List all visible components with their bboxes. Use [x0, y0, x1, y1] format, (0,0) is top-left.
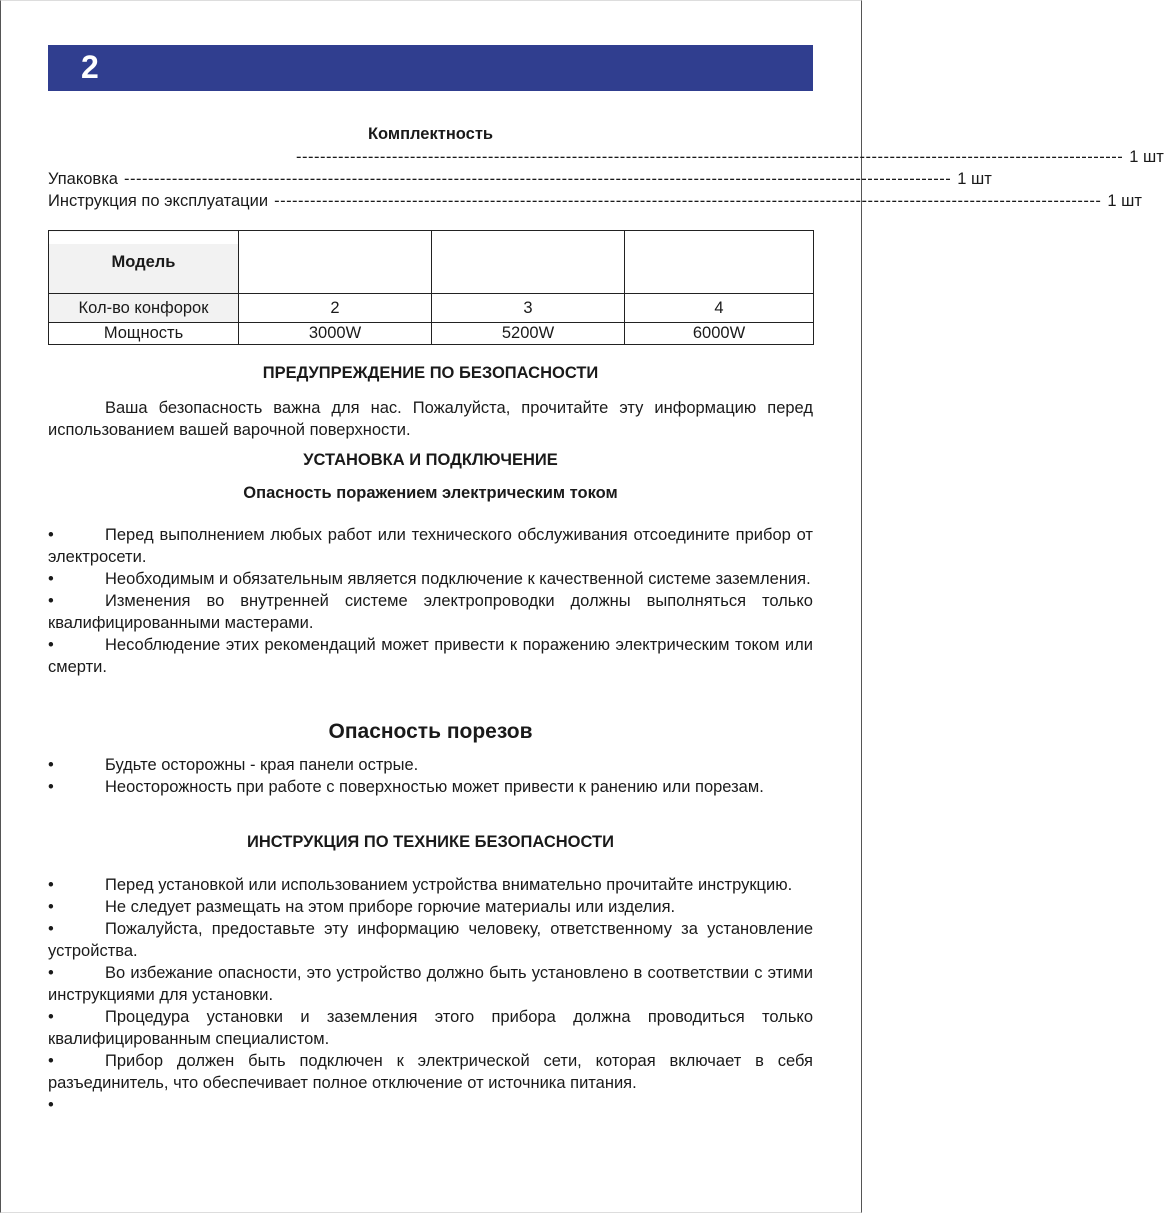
- table-cell: Кол-во конфорок: [49, 294, 239, 323]
- kit-item: ------------------------------------------------------------------------------------------------------------------------------------------ 1 шт: [296, 148, 1164, 166]
- page-number: 2: [81, 49, 99, 85]
- dash-leader: ------------------------------------------------------------------------------------------------------------------------------------------: [274, 192, 1102, 210]
- list-item: • Прибор должен быть подключен к электрической сети, которая включает в себя разъединитель, что обеспечивает полное отключение от источника питания.: [48, 1052, 813, 1092]
- list-item: • Процедура установки и заземления этого прибора должна проводиться только квалифицированным специалистом.: [48, 1008, 813, 1048]
- table-cell: 3000W: [239, 323, 432, 345]
- table-cell: 6000W: [625, 323, 814, 345]
- list-item: • Будьте осторожны - края панели острые.: [48, 756, 419, 774]
- install-bullet-list: [48, 524, 813, 678]
- spec-table: [48, 230, 814, 345]
- table-cell: 3: [432, 294, 625, 323]
- list-item: • Изменения во внутренней системе электропроводки должны выполняться только квалифицированными мастерами.: [48, 592, 813, 632]
- table-cell: 4: [625, 294, 814, 323]
- table-row: [49, 294, 814, 323]
- list-item: • Несоблюдение этих рекомендаций может привести к поражению электрическим током или смерти.: [48, 636, 813, 676]
- dash-leader: ------------------------------------------------------------------------------------------------------------------------------------------: [296, 148, 1124, 166]
- cuts-title: Опасность порезов: [328, 720, 533, 743]
- list-item: • Пожалуйста, предоставьте эту информацию человеку, ответственному за установление устройства.: [48, 920, 813, 960]
- instructions-bullet-list: [48, 874, 813, 1116]
- list-item: •: [48, 1096, 54, 1114]
- dash-leader: ------------------------------------------------------------------------------------------------------------------------------------------: [123, 170, 952, 188]
- list-item: • Во избежание опасности, это устройство должно быть установлено в соответствии с этими инструкциями для установки.: [48, 964, 813, 1004]
- table-cell: 2: [239, 294, 432, 323]
- safety-title: ПРЕДУПРЕЖДЕНИЕ ПО БЕЗОПАСНОСТИ: [262, 364, 599, 382]
- table-cell: Мощность: [49, 323, 239, 345]
- page-header-bar: [48, 45, 813, 91]
- install-subtitle: Опасность поражением электрическим током: [243, 484, 618, 502]
- table-header-cell: [625, 231, 814, 294]
- table-cell: 5200W: [432, 323, 625, 345]
- table-row: [49, 323, 814, 345]
- kit-item: Инструкция по эксплуатации ------------------------------------------------------------------------------------------------------------------------------------------ 1 шт: [48, 192, 1142, 210]
- list-item: • Перед выполнением любых работ или технического обслуживания отсоедините прибор от электросети.: [48, 526, 813, 566]
- table-header-cell: [432, 231, 625, 294]
- list-item: • Не следует размещать на этом приборе горючие материалы или изделия.: [48, 898, 676, 916]
- list-item: • Необходимым и обязательным является подключение к качественной системе заземления.: [48, 570, 811, 588]
- kit-item: Упаковка ------------------------------------------------------------------------------------------------------------------------------------------ 1 шт: [48, 170, 992, 188]
- table-header-cell: [239, 231, 432, 294]
- kit-title: Комплектность: [367, 125, 494, 143]
- instructions-title: ИНСТРУКЦИЯ ПО ТЕХНИКЕ БЕЗОПАСНОСТИ: [247, 833, 614, 851]
- cuts-bullet-list: [48, 754, 813, 798]
- table-header-row: [49, 231, 814, 294]
- list-item: • Неосторожность при работе с поверхностью может привести к ранению или порезам.: [48, 778, 764, 796]
- table-header-cell: Модель: [49, 231, 239, 294]
- safety-intro: Ваша безопасность важна для нас. Пожалуйста, прочитайте эту информацию перед использованием вашей варочной поверхности.: [48, 399, 813, 439]
- install-title: УСТАНОВКА И ПОДКЛЮЧЕНИЕ: [303, 451, 558, 469]
- list-item: • Перед установкой или использованием устройства внимательно прочитайте инструкцию.: [48, 876, 793, 894]
